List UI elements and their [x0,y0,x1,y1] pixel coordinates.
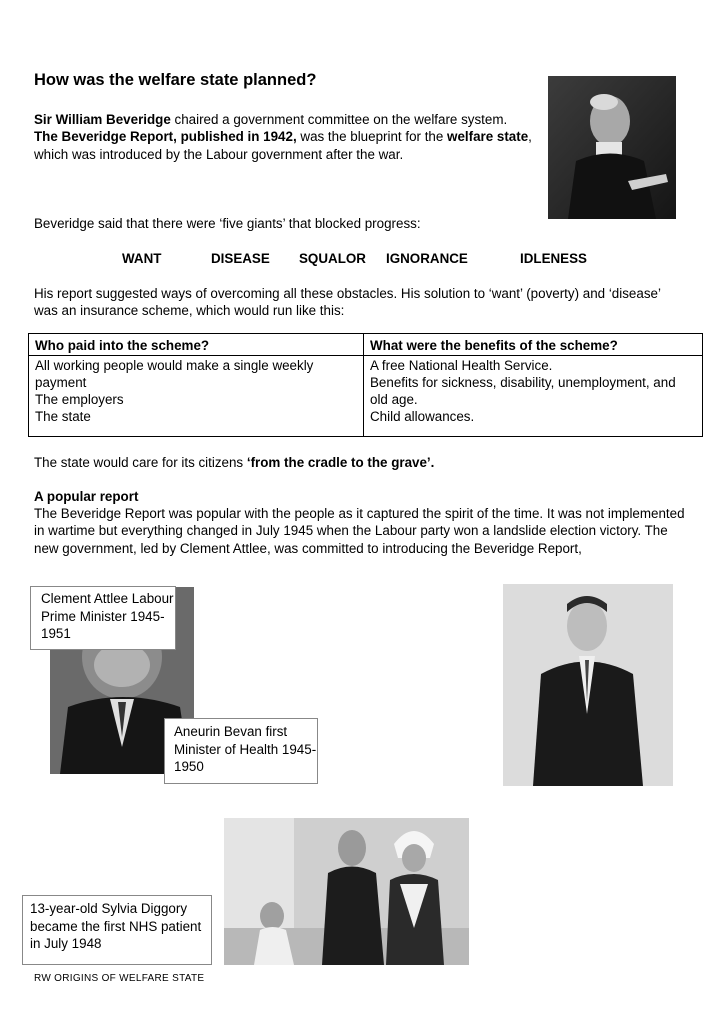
popular-heading: A popular report [34,489,139,504]
footer: RW ORIGINS OF WELFARE STATE [34,973,205,984]
scheme-table [28,333,703,437]
giant-ignorance: IGNORANCE [386,251,468,266]
bevan-photo [503,584,673,786]
cradle-line [34,454,434,471]
intro-text-2: was the blueprint for the [296,129,448,145]
table-row [29,356,703,437]
payer-item: The state [35,409,91,424]
bevan-portrait-image [503,584,673,786]
benefit-item: Child allowances. [370,409,475,424]
payer-item: All working people would make a single weekly payment [35,358,314,390]
cradle-text: The state would care for its citizens [34,455,247,470]
intro-paragraph [34,111,534,163]
giant-squalor: SQUALOR [299,251,366,266]
nhs-patient-photo [224,818,469,965]
header-who-paid: Who paid into the scheme? [29,334,364,356]
popular-paragraph: The Beveridge Report was popular with the people as it captured the spirit of the time. It was not implemented in wartime but everything changed in July 1945 when the Labour party won a landslide election victory. The new government, led by Clement Attlee, was committed to introducing the Beveridge Report, [34,506,685,556]
sylvia-caption: 13-year-old Sylvia Diggory became the first NHS patient in July 1948 [22,895,212,965]
attlee-caption: Clement Attlee Labour Prime Minister 1945-1951 [30,586,176,650]
beveridge-name: Sir William Beveridge [34,112,171,127]
giant-disease: DISEASE [211,251,270,266]
report-paragraph: His report suggested ways of overcoming all these obstacles. His solution to ‘want’ (poverty) and ‘disease’ was an insurance scheme, which would run like this: [34,286,661,319]
payer-item: The employers [35,392,124,407]
page-title: How was the welfare state planned? [34,71,317,89]
table-header-row [29,334,703,356]
nhs-patient-image [224,818,469,965]
report-bold: The Beveridge Report, published in 1942, [34,129,297,145]
beveridge-photo [548,76,676,219]
beveridge-portrait-image [548,76,676,219]
giant-want: WANT [122,251,162,266]
intro-text-3: , which was introduced by the Labour government after the war. [34,129,532,162]
benefits-cell [364,356,703,437]
welfare-state-bold: welfare state [447,129,529,145]
intro-text-1: chaired a government committee on the welfare system. [170,112,508,127]
header-benefits: What were the benefits of the scheme? [364,334,703,356]
giant-idleness: IDLENESS [520,251,587,266]
scheme-table-wrapper [28,333,702,437]
who-paid-cell [29,356,364,437]
giants-intro: Beveridge said that there were ‘five giants’ that blocked progress: [34,216,421,231]
benefit-item: A free National Health Service. [370,358,553,373]
bevan-caption: Aneurin Bevan first Minister of Health 1945-1950 [164,718,318,784]
cradle-quote: ‘from the cradle to the grave’. [246,455,435,470]
benefit-item: Benefits for sickness, disability, unemployment, and old age. [370,375,676,407]
